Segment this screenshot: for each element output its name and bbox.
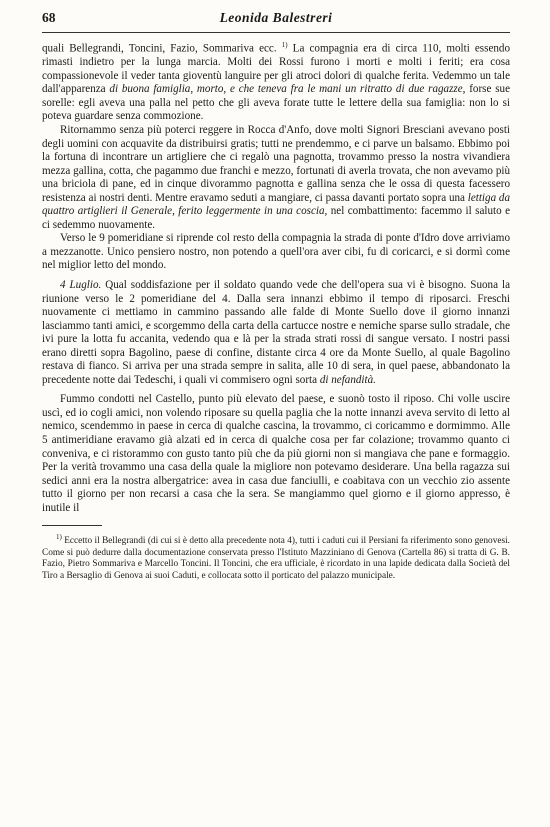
text-run: lettiga da quattro artiglieri il Generale, ferito leggermente in una coscia, xyxy=(42,191,511,218)
footnote-marker: 1) xyxy=(281,41,288,49)
text-run: di nefandità. xyxy=(319,373,376,386)
page-number: 68 xyxy=(42,10,56,25)
text-run: Qual soddisfazione per il soldato quando vede che dell'opera sua vi è bisogno. Suona la riunione verso le 2 pomeridiane del 4. Dalla sera innanzi ebbimo il tempo di riposarci. Freschi nuovamente ci mettiamo in cammino passando alle falde di Monte Suello dove il giorno innanzi lasciammo tanti amici, e scorgemmo della carta della cartucce nostre e nemiche sparse sullo stradale, che ivi pure la lotta fu accanita, vedendo qua e là per la strada strati rossi di sangue versato. I nostri passi erano diretti sopra Bagolino, paese di confine, distante circa 4 ore da Monte Suello, al quale Bagolino restava di fianco. Si arriva per una strada sempre in salita, alle 10 di sera, in quel paese, abbandonato la precedente notte dai Tedeschi, i quali vi commisero ogni sorta xyxy=(42,278,510,386)
text-run: quali Bellegrandi, Toncini, Fazio, Sommariva ecc. xyxy=(42,42,282,55)
text-run: Ritornammo senza più poterci reggere in Rocca d'Anfo, dove molti Signori Bresciani avevano posti degli uomini con acquavite da distribuirsi gratis; tutti ne prendemmo, e ci parve un balsamo. Ebbimo poi la fortuna di incontrare un artigliere che ci regalò una pagnotta, trovammo presso la nostra vivandiera mezza gallina, cotta, che pagammo due franchi e mezzo, fortunati di averla trovata, che non avevamo più una briciola di pane, ed in cinque divorammo pagnotta e gallina senza che le ossa di questa facessero resistenza ai nostri denti. Mentre eravamo seduti a mangiare, ci passa davanti portato sopra una xyxy=(42,123,510,204)
text-run: di buona famiglia, morto, e che teneva fra le mani un ritratto di due ragazze, xyxy=(109,83,466,96)
paragraph xyxy=(42,232,510,273)
paragraph xyxy=(42,124,510,232)
running-header xyxy=(42,10,510,33)
running-title: Leonida Balestreri xyxy=(219,10,333,25)
text-run: Fummo condotti nel Castello, punto più elevato del paese, e suonò tosto il riposo. Chi volle uscire uscì, ed io cogli amici, non volendo riposare su quella paglia che la notte innanzi aveva servito di letto al nemico, scendemmo in paese in cerca di qualche cascina, la trovammo, ci coricammo e dormimmo. Alle 5 antimeridiane eravamo già alzati ed in cerca di qualche cosa per far colazione; trovammo quanto ci conveniva, e ci ristorammo con gusto tanto più che da più giorni non si mangiava che pane e formaggio. Per la verità trovammo una casa della quale la migliore non potevamo desiderare. Una bella ragazza sui sedici anni era la nostra albergatrice: avea in casa due fanciulli, e coabitava con un vecchio zio assente tutto il giorno per non recarsi a casa che la sera. Se mangiammo quel giorno e il giorno appresso, è inutile il xyxy=(42,393,510,514)
footnote xyxy=(42,532,510,582)
text-run: nel combattimento: facemmo il saluto e ci sedemmo nuovamente. xyxy=(42,205,510,231)
text-run: 4 Luglio. xyxy=(60,278,102,291)
text-run: forse sue sorelle: egli aveva una palla nel petto che gli aveva forate tutte le lettere della sua famiglia: non lo si poteva guardare senza commozione. xyxy=(42,83,510,123)
body-text xyxy=(42,39,510,515)
text-run: Eccetto il Bellegrandi (di cui si è detto alla precedente nota 4), tutti i caduti cui il Persiani fa riferimento sono genovesi. Come si può dedurre dalla documentazione conservata presso l'Istituto Mazziniano di Genova (Cartella 86) si tratta di G. B. Fazio, Pietro Sommariva e Marcello Toncini. Il Toncini, che era ufficiale, è ricordato in una lapide dedicata dalla Società del Tiro a Bersaglio di Genova ai suoi Caduti, e collocata sotto il porticato del palazzo municipale. xyxy=(42,536,510,581)
text-run: Verso le 9 pomeridiane si riprende col resto della compagnia la strada di ponte d'Idro dove arriviamo a mezzanotte. Unico pensiero nostro, non potendo a quell'ora aver cibi, fu di coricarci, e si dormì come nel miglior letto del mondo. xyxy=(42,232,510,272)
paragraph xyxy=(42,279,510,387)
text-run: La compagnia era di circa 110, molti essendo rimasti indietro per la lunga marcia. Molti dei Rossi furono i morti e molti i feriti; era cosa compassionevole il veder tanta gioventù languire per gli atroci dolori di qualche ferita. Vedemmo un tale dall'apparenza xyxy=(42,42,511,96)
footnote-rule xyxy=(42,525,102,526)
footnote-marker: 1) xyxy=(56,533,62,542)
paragraph xyxy=(42,39,510,124)
paragraph xyxy=(42,393,510,515)
